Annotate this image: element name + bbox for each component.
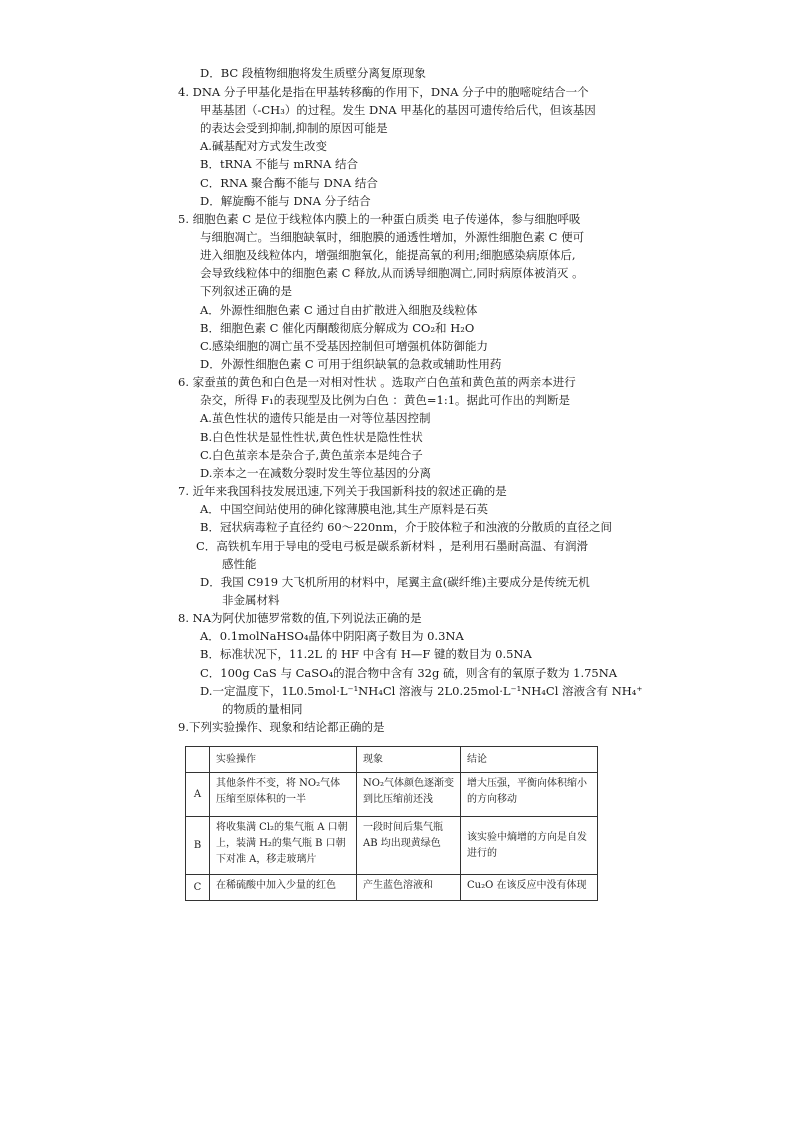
text-line: D.亲本之一在减数分裂时发生等位基因的分离 (200, 466, 431, 480)
table-row (186, 875, 598, 901)
table-header-blank (186, 747, 210, 773)
text-line: C．高铁机车用于导电的受电弓板是碳系新材料 ，是利用石墨耐高温、有润滑 (196, 539, 588, 553)
text-line: 5. 细胞色素 C 是位于线粒体内膜上的一种蛋白质类 电子传递体，参与细胞呼吸 (178, 212, 581, 226)
table-header-phenomenon: 现象 (357, 747, 461, 773)
text-line: 杂交，所得 F₁的表现型及比例为白色 ：黄色=1:1。据此可作出的判断是 (200, 393, 571, 407)
text-line: C．RNA 聚合酶不能与 DNA 结合 (200, 176, 378, 190)
text-line: 甲基基团（-CH₃）的过程。发生 DNA 甲基化的基因可遗传给后代，但该基因 (200, 103, 596, 117)
text-line: A．0.1molNaHSO₄晶体中阴阳离子数目为 0.3NA (200, 629, 464, 643)
text-line: D．BC 段植物细胞将发生质壁分离复原现象 (200, 66, 426, 80)
text-line: A.碱基配对方式发生改变 (200, 139, 327, 153)
text-line: B．冠状病毒粒子直径约 60～220nm，介于胶体粒子和浊液的分散质的直径之间 (200, 520, 612, 534)
experiment-table (185, 746, 598, 901)
text-line: 非金属材料 (222, 593, 280, 607)
text-line: 9.下列实验操作、现象和结论都正确的是 (178, 720, 385, 734)
row-label: C (186, 875, 210, 901)
text-line: 8. NA为阿伏加德罗常数的值,下列说法正确的是 (178, 611, 422, 625)
text-line: A．外源性细胞色素 C 通过自由扩散进入细胞及线粒体 (200, 303, 478, 317)
row-conclusion: Cu₂O 在该反应中没有体现 (461, 875, 598, 901)
row-operation: 其他条件不变，将 NO₂气体压缩至原体积的一半 (210, 773, 357, 817)
text-line: C.白色茧亲本是杂合子,黄色茧亲本是纯合子 (200, 448, 423, 462)
row-conclusion: 该实验中熵增的方向是自发进行的 (461, 817, 598, 875)
row-operation: 在稀硫酸中加入少量的红色 (210, 875, 357, 901)
text-line: C．100g CaS 与 CaSO₄的混合物中含有 32g 硫，则含有的氧原子数为 1.75NA (200, 666, 618, 680)
text-line: A.茧色性状的遗传只能是由一对等位基因控制 (200, 411, 431, 425)
row-conclusion: 增大压强，平衡向体积缩小的方向移动 (461, 773, 598, 817)
text-line: B．标准状况下，11.2L 的 HF 中含有 H—F 键的数目为 0.5NA (200, 647, 532, 661)
table-row (186, 817, 598, 875)
row-phenomenon: 一段时间后集气瓶 AB 均出现黄绿色 (357, 817, 461, 875)
text-line: 4. DNA 分子甲基化是指在甲基转移酶的作用下，DNA 分子中的胞嘧啶结合一个 (178, 85, 589, 99)
table-header-operation: 实验操作 (210, 747, 357, 773)
text-line: 与细胞凋亡。当细胞缺氧时，细胞膜的通透性增加，外源性细胞色素 C 便可 (200, 230, 585, 244)
row-label: A (186, 773, 210, 817)
row-label: B (186, 817, 210, 875)
text-line: D.一定温度下，1L0.5mol·L⁻¹NH₄Cl 溶液与 2L0.25mol·L⁻¹NH₄Cl 溶液含有 NH₄⁺ (200, 684, 643, 698)
table-header-row (186, 747, 598, 773)
text-line: A．中国空间站使用的砷化镓薄膜电池,其生产原料是石英 (200, 502, 488, 516)
text-line: 6. 家蚕茧的黄色和白色是一对相对性状 。选取产白色茧和黄色茧的两亲本进行 (178, 375, 576, 389)
table-row (186, 773, 598, 817)
text-line: 的表达会受到抑制,抑制的原因可能是 (200, 121, 388, 135)
table-header-conclusion: 结论 (461, 747, 598, 773)
text-line: D．我国 C919 大飞机所用的材料中，尾翼主盒(碳纤维)主要成分是传统无机 (200, 575, 590, 589)
text-line: D．外源性细胞色素 C 可用于组织缺氧的急救或辅助性用药 (200, 357, 502, 371)
row-operation: 将收集满 Cl₂的集气瓶 A 口朝上，装满 H₂的集气瓶 B 口朝下对准 A，移走玻璃片 (210, 817, 357, 875)
text-line: 的物质的量相同 (222, 702, 303, 716)
text-line: 进入细胞及线粒体内，增强细胞氧化，能提高氧的利用;细胞感染病原体后, (200, 248, 576, 262)
text-line: 会导致线粒体中的细胞色素 C 释放,从而诱导细胞凋亡,同时病原体被消灭 。 (200, 266, 584, 280)
text-line: B．细胞色素 C 催化丙酮酸彻底分解成为 CO₂和 H₂O (200, 321, 475, 335)
row-phenomenon: 产生蓝色溶液和 (357, 875, 461, 901)
text-line: D．解旋酶不能与 DNA 分子结合 (200, 194, 371, 208)
text-line: 感性能 (222, 557, 257, 571)
text-line: B．tRNA 不能与 mRNA 结合 (200, 157, 358, 171)
text-line: B.白色性状是显性性状,黄色性状是隐性性状 (200, 430, 423, 444)
text-line: C.感染细胞的凋亡虽不受基因控制但可增强机体防御能力 (200, 339, 489, 353)
text-line: 下列叙述正确的是 (200, 284, 292, 298)
row-phenomenon: NO₂气体颜色逐渐变到比压缩前还浅 (357, 773, 461, 817)
text-line: 7. 近年来我国科技发展迅速,下列关于我国新科技的叙述正确的是 (178, 484, 507, 498)
